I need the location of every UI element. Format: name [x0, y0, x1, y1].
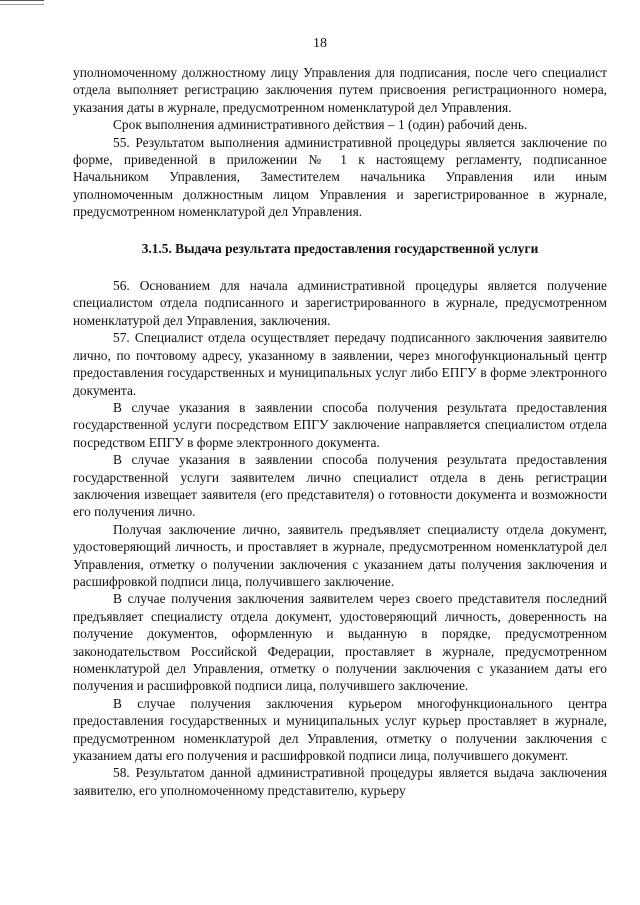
paragraph-55: 55. Результатом выполнения административной процедуры является заключение по форме, приведенной в приложении № 1 к настоящему регламенту, подписанное Начальником Управления, Заместителем начальника Управления или иным уполномоченным должностным лицом Управления и зарегистрированное в журнале, предусмотренном номенклатурой дел Управления. [73, 134, 607, 220]
paragraph-58: 58. Результатом данной административной процедуры является выдача заключения заявителю, его уполномоченному представителю, курьеру [73, 765, 607, 798]
paragraph-deadline: Срок выполнения административного действия – 1 (один) рабочий день. [113, 117, 528, 133]
paragraph-57: 57. Специалист отдела осуществляет передачу подписанного заключения заявителю лично, по почтовому адресу, указанному в заявлении, через многофункциональный центр предоставления государственных и муниципальных услуг либо ЕПГУ в форме электронного документа. [73, 330, 607, 398]
section-heading: 3.1.5. Выдача результата предоставления государственной услуги [141, 240, 539, 256]
paragraph-continuation: уполномоченному должностному лицу Управления для подписания, после чего специалист отдела выполняет регистрацию заключения путем присвоения регистрационного номера, указания даты в журнале, предусмотренном номенклатурой дел Управления. [73, 65, 607, 115]
paragraph-epgu: В случае указания в заявлении способа получения результата предоставления государственной услуги посредством ЕПГУ заключение направляется специалистом отдела посредством ЕПГУ в форме электронного документа. [73, 399, 607, 450]
paragraph-courier: В случае получения заключения курьером многофункционального центра предоставления государственных и муниципальных услуг курьер проставляет в журнале, предусмотренном номенклатурой дел Управления, отметку о получении заключения с указанием даты его получения и расшифровкой подписи лица, получившего документ. [73, 695, 607, 764]
corner-scan-mark [0, 0, 44, 5]
paragraph-in-person: В случае указания в заявлении способа получения результата предоставления государственной услуги заявителем лично специалист отдела в день регистрации заключения извещает заявителя (его представителя) о готовности документа и возможности его получения лично. [73, 452, 607, 520]
paragraph-representative: В случае получения заключения заявителем через своего представителя последний предъявляет специалисту отдела документ, удостоверяющий личность, доверенность на получение документов, оформленную и выданную в порядке, предусмотренном законодательством Российской Федерации, проставляет в журнале, предусмотренном номенклатурой дел Управления, отметку о получении заключения с указанием даты его получения и расшифровкой подписи лица, получившего заключение. [73, 591, 607, 694]
paragraph-56: 56. Основанием для начала административной процедуры является получение специалистом отдела подписанного и зарегистрированного в журнале, предусмотренном номенклатурой дел Управления, заключения. [73, 278, 607, 328]
page-number: 18 [313, 36, 327, 51]
paragraph-receiving-personally: Получая заключение лично, заявитель предъявляет специалисту отдела документ, удостоверяющий личность, и проставляет в журнале, предусмотренном номенклатурой дел Управления, отметку о получении заключения с указанием даты получения заключения и расшифровкой подписи лица, получившего заключение. [73, 521, 607, 589]
document-body [73, 64, 607, 799]
